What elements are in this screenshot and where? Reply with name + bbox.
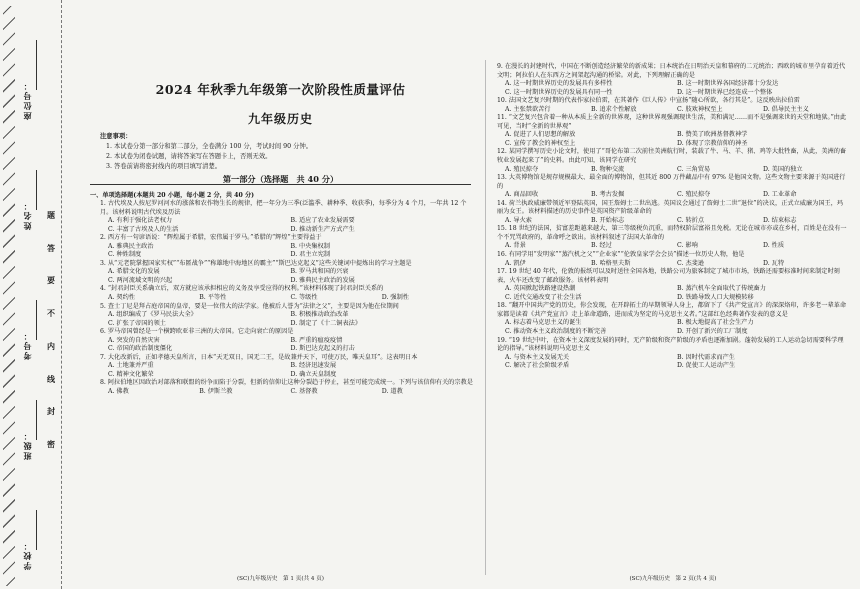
seal-line-text (44, 210, 58, 450)
answer-option: B. 平等性 (199, 294, 227, 302)
answer-option: D. 强制性 (381, 294, 409, 302)
question-item (497, 200, 849, 226)
part-divider (90, 184, 471, 185)
answer-option: C. 肢欢神权至上 (677, 105, 723, 113)
answer-option: A. 雅典民主政治 (108, 242, 154, 250)
class-line (36, 400, 37, 440)
answer-options (100, 217, 473, 234)
seal-char: 不 (47, 309, 55, 319)
part-one-heading: 第一部分（选择题 共 40 分） (222, 174, 339, 184)
answer-options (497, 242, 849, 251)
question-stem: 13. 大英博物馆是规存规模最大、最全面的博物馆，但其近 800 万件藏品中有 97% 是他国文物。这些文物主要来源于英国进行的 (497, 174, 846, 190)
answer-option: D. 雅典民主政治的发展 (290, 276, 355, 284)
answer-options (497, 191, 849, 200)
question-item (100, 200, 473, 234)
answer-options (497, 106, 849, 115)
question-list-left (100, 200, 473, 397)
answer-option: D. 道教 (381, 388, 403, 396)
answer-option: D. 性质 (763, 242, 785, 250)
answer-options (497, 131, 849, 148)
answer-option: A. 商品回收 (505, 191, 539, 199)
answer-option: C. 帝国的政治制度僵化 (108, 345, 173, 353)
exam-notes (100, 132, 470, 172)
answer-option: D. 这一时期世界已经连成一个整体 (677, 88, 773, 96)
answer-option: D. 体现了宗教信仰的神圣 (677, 139, 748, 147)
answer-option: B. 中央集权制 (290, 242, 330, 250)
question-item (100, 354, 473, 380)
question-stem: 17. 19 世纪 40 年代，伦敦的报纸可以及时送往全国各地，铁路公司为旅客制定了城市市场，铁路还需要标准时间来制定时刻表，火车还改变了邮政服务。该材料表明 (497, 268, 840, 284)
question-list-right (497, 63, 849, 371)
name-line (36, 170, 37, 210)
seal-char: 答 (47, 243, 55, 253)
binding-strip (0, 0, 62, 589)
question-item (100, 379, 473, 396)
answer-option: C. 两河流域文明的兴起 (108, 276, 173, 284)
answer-option: A. 主张禁欲苦行 (505, 105, 551, 113)
answer-option: C. 这一时期世界历史的发展具有同一性 (505, 88, 613, 96)
question-stem: 19. “19 世纪中叶，在资本主义深度发展的同时，无产阶级和资产阶级的矛盾也逐渐加剧。蓬勃发展的工人运动急切需要科学理论的指导。”该材料说明马克思主义 (497, 336, 844, 353)
question-stem: 1. 古代埃及人按尼罗河河水的涨落和农作物生长的规律，把一年分为三季(泛滥季、耕种季、收获季)，每季分为 4 个月，一年共 12 个月。该材料说明古代埃及历法 (100, 200, 467, 216)
answer-options (100, 311, 473, 328)
answer-option: B. 严重的瘟疫疫情 (290, 336, 343, 344)
answer-option: D. 瓦特 (763, 259, 785, 267)
answer-option: C. 转折点 (677, 216, 705, 224)
answer-option: A. 促进了人们思想的解放 (505, 131, 576, 139)
question-stem: 2. 西方有一句谚语说：“辉煌属于希腊，宏伟属于罗马。”希腊的“辉煌”主要得益于 (100, 234, 322, 242)
question-item (497, 251, 849, 268)
answer-option: C. 近代交通改变了社会生活 (505, 293, 582, 301)
answer-option: A. 导火索 (505, 216, 532, 224)
question-stem: 8. 阿拉伯地区因政治对部落和联盟的纷争而陷于分裂，但新的信仰让这种分裂趋于停止，甚至可能完成统一。下列与该信仰有关的宗教是 (100, 379, 473, 387)
exam-number-line (36, 300, 37, 340)
question-stem: 16. 有同学用“发明家”“蒸汽机之父”“企业家”“伦敦皇家学会会员”描述一位历史人物，他是 (497, 251, 745, 259)
question-stem: 7. 大化改新后，正如孝德天皇所言，日本“天无双日，国无二王，是故兼并天下，可使万民，唯天皇耳”。这表明日本 (100, 353, 418, 361)
note-item: 1. 本试卷分第一部分和第二部分，全卷满分 100 分，考试时间 90 分钟。 (106, 143, 313, 150)
binding-slash-pattern (3, 6, 15, 586)
answer-option: C. 扩张了帝国的领土 (108, 319, 166, 327)
answer-option: A. 组织编成了《罗马民法大全》 (108, 311, 197, 319)
answer-option: D. 工业革命 (763, 191, 797, 199)
school-field: 学校： (23, 540, 32, 570)
note-item: 3. 答卷前请将密封线内的项目填写清楚。 (106, 163, 222, 170)
question-item (497, 97, 849, 114)
answer-options (497, 260, 849, 269)
answer-option: C. 丰富了古埃及人的生活 (108, 225, 179, 233)
answer-option: B. 考古发掘 (591, 191, 625, 199)
answer-option: A. 这一时期世界历史的发展具有多样性 (505, 80, 613, 88)
name-field: 姓名： (23, 200, 32, 230)
answer-option: C. 等级性 (290, 294, 318, 302)
answer-option: B. 因时代需求而产生 (677, 353, 735, 361)
answer-option: B. 赞美了欧洲基督教神学 (677, 131, 748, 139)
seal-char: 要 (47, 276, 55, 286)
question-stem: 3. 从“元老院掌握国家实权”“布匿战争”“称雄地中海地区的霸主”“斯巴达克起义”这些关键词中提炼出的学习主题是 (100, 259, 412, 267)
answer-option: B. 追求个性解放 (591, 105, 637, 113)
answer-option: A. 有利于强化法老权力 (108, 217, 173, 225)
page-footer-left: (SC)九年级历史 第 1 页(共 4 页) (236, 576, 324, 582)
answer-option: B. 经济迅速发展 (290, 362, 337, 370)
page-footer-right: (SC)九年级历史 第 2 页(共 4 页) (629, 576, 717, 582)
answer-option: B. 极大地提高了社会生产力 (677, 319, 754, 327)
question-stem: 12. 某同学撰写历史小论文时，使用了“哥伦布第二次前往美洲航行时，装载了牛、马、羊、猪、鸡等大批牲畜，从此，美洲的畜牧业发展起来了”的史料。由此可知，该同学在研究 (497, 148, 847, 165)
question-stem: 11. “文艺复兴包含着一种从本质上全新的世界观，这种世界观强调现世生活，美和满足……而不是强调来世的天堂和地狱。”由此可见，当时“全新的世界观” (497, 114, 847, 130)
school-line (36, 510, 37, 550)
answer-option: C. 影响 (677, 242, 698, 250)
seal-char: 线 (47, 374, 55, 384)
question-item (100, 303, 473, 329)
question-stem: 15. 18 世纪的法国，贫富差距越来越大，第三等级税负沉重，而特权阶层富裕且免税。无论在城市亦或在乡村，百姓是在没有一个不咒骂政府的，革命呼之欲出。该材料叙述了法国大革命的 (497, 225, 847, 241)
answer-option: D. 倡导民主主义 (763, 105, 809, 113)
question-item (100, 234, 473, 260)
answer-option: B. 这一时期世界各国经济都十分发达 (677, 80, 779, 88)
question-item (497, 63, 849, 97)
answer-options (497, 166, 849, 175)
answer-options (497, 354, 849, 371)
answer-options (100, 337, 473, 354)
question-item (497, 148, 849, 174)
answer-option: B. 积极推动政治改革 (290, 311, 349, 319)
answer-option: D. 促使工人运动产生 (677, 362, 736, 370)
answer-options (100, 362, 473, 379)
seat-number-line (36, 40, 37, 90)
notes-heading: 注意事项： (100, 133, 132, 140)
answer-options (100, 388, 473, 397)
answer-option: B. 物种交流 (591, 165, 625, 173)
answer-options (497, 285, 849, 302)
answer-options (100, 268, 473, 285)
answer-option: A. 突发的自然灾害 (108, 336, 160, 344)
question-item (497, 337, 849, 371)
question-item (497, 174, 849, 200)
question-item (497, 225, 849, 251)
question-item (100, 328, 473, 354)
answer-option: D. 制定了《十二铜表法》 (290, 319, 362, 327)
question-item (497, 302, 849, 336)
answer-option: A. 背景 (505, 242, 526, 250)
answer-option: B. 蒸汽机车全面取代了传统畜力 (677, 285, 766, 293)
question-stem: 18. “翻开中国共产党的历史，你会发现，在开辟拓土的早期领导人身上，都留下了《共产党宣言》的深深烙印，许多老一辈革命家都是读着《共产党宣言》走上革命道路，进而成为坚定的马克思主义者。”这部红色经典著作发表的意义是 (497, 302, 847, 318)
answer-option: A. 殖民掠夺 (505, 165, 539, 173)
class-field: 班级： (23, 430, 32, 460)
answer-option: D. 美国的独立 (763, 165, 803, 173)
exam-number-field: 考号： (23, 330, 32, 360)
question-item (100, 260, 473, 286)
answer-option: B. 伊斯兰教 (199, 388, 233, 396)
answer-option: A. 英国掀起铁路建设热潮 (505, 285, 576, 293)
answer-option: D. 确立天皇制度 (290, 370, 337, 378)
answer-option: A. 与资本主义发展无关 (505, 353, 570, 361)
seal-char: 封 (47, 407, 55, 417)
answer-option: C. 杰斐逊 (677, 259, 705, 267)
question-stem: 10. 法国文艺复兴时期的代表作家拉伯雷，在其著作《巨人传》中宣扬“随心所欲，各行其是”。这反映出拉伯雷 (497, 97, 800, 105)
answer-option: B. 哈格里夫斯 (591, 259, 631, 267)
answer-option: C. 推动资本主义政治制度的不断完善 (505, 327, 607, 335)
question-stem: 6. 罗马帝国曾经是一个横跨欧亚非三洲的大帝国。它走向衰亡的原因是 (100, 328, 294, 336)
subject-title: 九年级历史 (247, 112, 313, 126)
answer-option: D. 结束标志 (763, 216, 797, 224)
answer-option: A. 凯伊 (505, 259, 526, 267)
answer-options (100, 243, 473, 260)
answer-option: C. 宣传了教会的神权至上 (505, 139, 576, 147)
answer-option: A. 佛教 (108, 388, 129, 396)
question-stem: 4. “封君封臣关系确立后，双方就应该承担相应的义务及享受应得的权利。”该材料体现了封君封臣关系的 (100, 285, 384, 293)
answer-option: C. 殖民掠夺 (677, 191, 711, 199)
exam-title: 2024 年秋季九年级第一次阶段性质量评估 (155, 82, 406, 97)
answer-options (497, 80, 849, 97)
answer-option: D. 推动新生产方式产生 (290, 225, 355, 233)
section-heading: 一、单项选择题(本题共 20 小题，每小题 2 分，共 40 分) (90, 192, 255, 199)
answer-option: B. 经过 (591, 242, 612, 250)
answer-option: A. 希腊文化的发展 (108, 268, 160, 276)
answer-option: A. 契约性 (108, 294, 135, 302)
answer-option: C. 三角贸易 (677, 165, 711, 173)
answer-option: C. 精神文化繁荣 (108, 370, 154, 378)
answer-options (100, 294, 473, 303)
question-item (497, 114, 849, 148)
question-stem: 5. 查士丁尼是拜占庭帝国的皇帝，要是一位伟大的法学家。他被后人誉为“法律之父”，主要是因为他在位期间 (100, 302, 399, 310)
question-item (100, 285, 473, 302)
answer-option: B. 罗马共和国的兴衰 (290, 268, 349, 276)
question-stem: 9. 在漫长的封建时代，中国在不断创造经济繁荣的新成果；日本统治在日明治天皇和幕府的二元统治；西欧的城市里孕育着近代文明；阿拉伯人在东西方之间架起沟通的桥梁。对此，下列理解正确的是 (497, 63, 846, 79)
answer-option: D. 铁路导致人口大规模转移 (677, 293, 754, 301)
answer-option: B. 开始标志 (591, 216, 625, 224)
answer-option: A. 标志着马克思主义的诞生 (505, 319, 582, 327)
note-item: 2. 本试卷为闭卷试题，请将答案写在答题卡上，否则无效。 (106, 153, 272, 160)
answer-option: D. 开创了新兴的工厂制度 (677, 327, 748, 335)
question-stem: 14. 荷兰执政威廉带领近军登陆英国，国王詹姆士二世出逃。英国议会通过了詹姆士二世“退位”的决议，正式立威廉为国王，玛丽为女王。该材料描述的历史事件是英国资产阶级革命的 (497, 199, 844, 216)
answer-option: B. 适应了农业发展需要 (290, 217, 355, 225)
question-item (497, 268, 849, 302)
answer-option: C. 基督教 (290, 388, 318, 396)
answer-option: C. 解决了社会阶级矛盾 (505, 362, 570, 370)
seat-number-field: 座位号： (23, 80, 32, 120)
seal-char: 内 (47, 341, 55, 351)
seal-char: 密 (47, 439, 55, 449)
answer-option: A. 土地兼并严重 (108, 362, 154, 370)
column-divider (485, 60, 486, 575)
answer-option: D. 斯巴达克起义的打击 (290, 345, 355, 353)
seal-char: 题 (47, 211, 55, 220)
answer-option: C. 种姓制度 (108, 251, 142, 259)
answer-option: D. 君主立宪制 (290, 251, 331, 259)
answer-options (497, 319, 849, 336)
